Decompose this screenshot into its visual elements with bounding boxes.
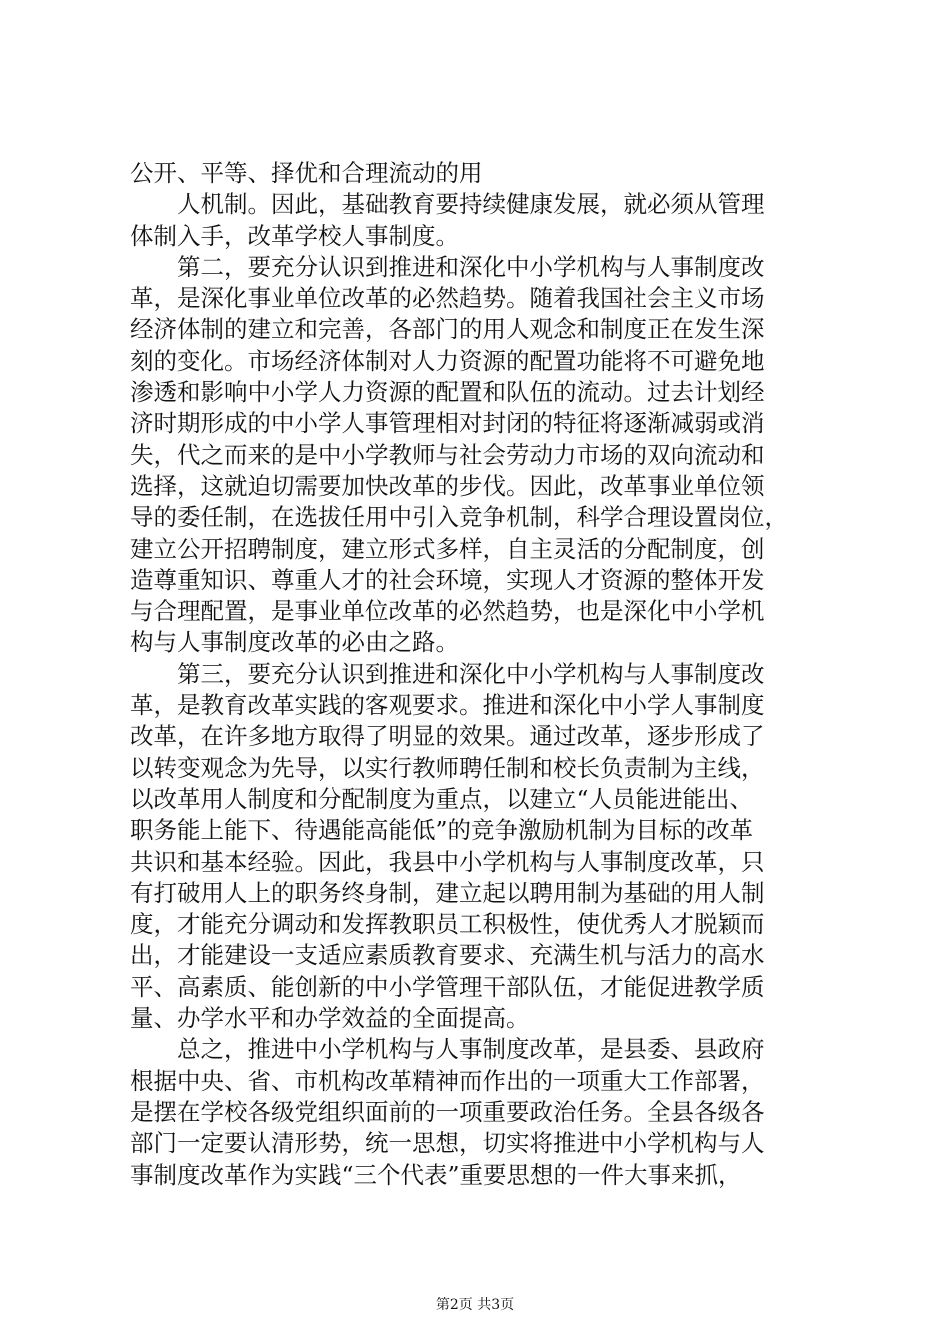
text-line: 渗透和影响中小学人力资源的配置和队伍的流动。过去计划经: [130, 378, 765, 407]
text-line: 以转变观念为先导，以实行教师聘任制和校长负责制为主线，: [130, 753, 765, 782]
text-line: 共识和基本经验。因此，我县中小学机构与人事制度改革，只: [130, 847, 765, 876]
text-line: 体制入手，改革学校人事制度。: [130, 221, 459, 250]
text-line: 济时期形成的中小学人事管理相对封闭的特征将逐渐减弱或消: [130, 409, 765, 438]
text-line: 人机制。因此，基础教育要持续健康发展，就必须从管理: [130, 190, 765, 219]
text-line: 造尊重知识、尊重人才的社会环境，实现人才资源的整体开发: [130, 565, 765, 594]
text-line: 构与人事制度改革的必由之路。: [130, 628, 459, 657]
text-line: 是摆在学校各级党组织面前的一项重要政治任务。全县各级各: [130, 1097, 765, 1126]
text-line: 公开、平等、择优和合理流动的用: [130, 159, 483, 187]
text-line: 刻的变化。市场经济体制对人力资源的配置功能将不可避免地: [130, 346, 765, 375]
text-line: 平、高素质、能创新的中小学管理干部队伍，才能促进教学质: [130, 972, 765, 1001]
page-footer: 第2页 共3页: [435, 1297, 515, 1313]
text-line: 出，才能建设一支适应素质教育要求、充满生机与活力的高水: [130, 941, 765, 970]
text-line: 总之，推进中小学机构与人事制度改革，是县委、县政府: [130, 1035, 765, 1064]
document-body: [130, 158, 830, 1191]
text-line: 第二，要充分认识到推进和深化中小学机构与人事制度改: [130, 252, 765, 281]
text-line: 革，是教育改革实践的客观要求。推进和深化中小学人事制度: [130, 691, 765, 720]
text-line: 革，是深化事业单位改革的必然趋势。随着我国社会主义市场: [130, 284, 765, 313]
text-line: 有打破用人上的职务终身制，建立起以聘用制为基础的用人制: [130, 878, 765, 907]
text-line: 部门一定要认清形势，统一思想，切实将推进中小学机构与人: [130, 1129, 765, 1158]
text-line: 第三，要充分认识到推进和深化中小学机构与人事制度改: [130, 659, 765, 688]
text-line: 选择，这就迫切需要加快改革的步伐。因此，改革事业单位领: [130, 471, 765, 500]
text-line: 职务能上能下、待遇能高能低”的竞争激励机制为目标的改革: [130, 816, 754, 845]
text-line: 以改革用人制度和分配制度为重点，以建立“人员能进能出、: [130, 784, 754, 813]
text-line: 量、办学水平和办学效益的全面提高。: [130, 1004, 530, 1033]
text-line: 改革，在许多地方取得了明显的效果。通过改革，逐步形成了: [130, 722, 765, 751]
text-line: 建立公开招聘制度，建立形式多样，自主灵活的分配制度，创: [130, 534, 765, 563]
text-line: 事制度改革作为实践“三个代表”重要思想的一件大事来抓，: [130, 1160, 742, 1189]
text-line: 度，才能充分调动和发挥教职员工积极性，使优秀人才脱颖而: [130, 910, 765, 939]
text-line: 根据中央、省、市机构改革精神而作出的一项重大工作部署，: [130, 1066, 765, 1095]
text-line: 经济体制的建立和完善，各部门的用人观念和制度正在发生深: [130, 315, 765, 344]
text-line: 失，代之而来的是中小学教师与社会劳动力市场的双向流动和: [130, 440, 765, 469]
text-line: 与合理配置，是事业单位改革的必然趋势，也是深化中小学机: [130, 597, 765, 626]
text-line: 导的委任制，在选拔任用中引入竞争机制，科学合理设置岗位，: [130, 503, 788, 532]
